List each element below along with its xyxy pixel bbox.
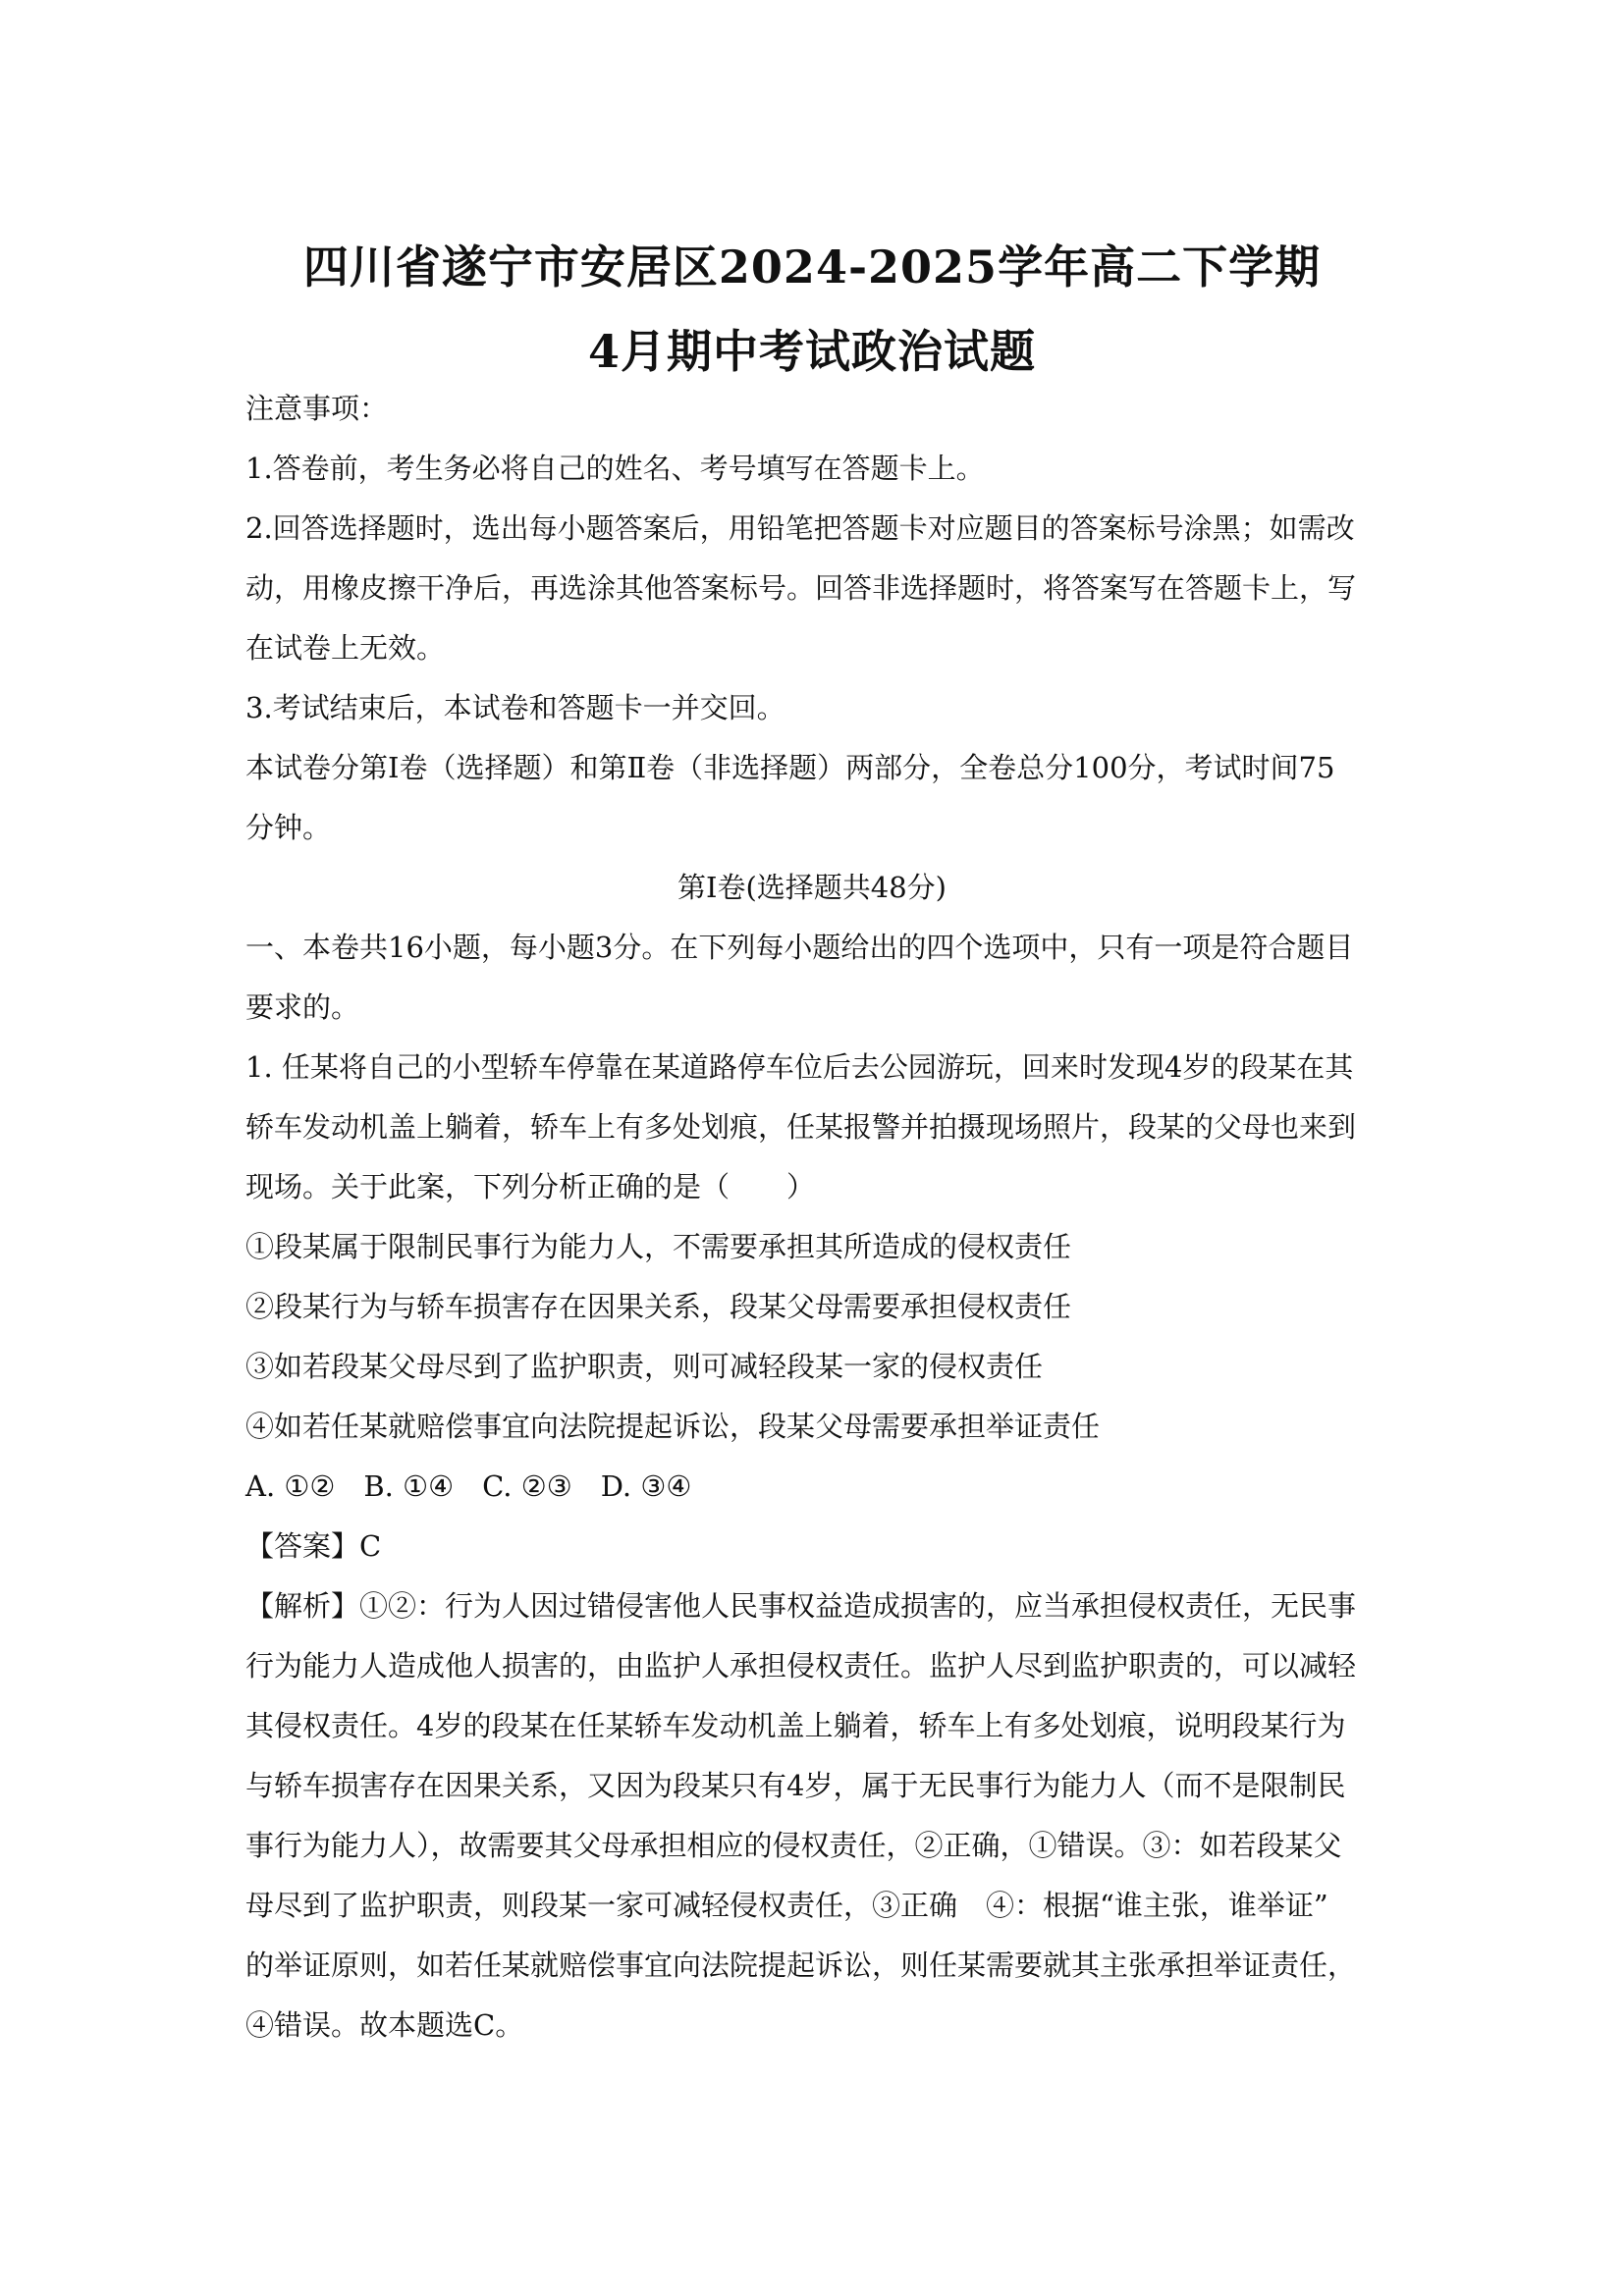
section-title: 第I卷(选择题共48分) [677,871,947,904]
explanation-line6: 母尽到了监护职责，则段某一家可减轻侵权责任，③正确 ④：根据“谁主张，谁举证” [245,1889,1328,1922]
document-title-line1: 四川省遂宁市安居区2024-2025学年高二下学期 [302,240,1322,294]
explanation-line1: 【解析】①②：行为人因过错侵害他人民事权益造成损害的，应当承担侵权责任，无民事 [245,1589,1357,1623]
exam-info-line2: 分钟。 [245,811,332,844]
question-answer: 【答案】C [245,1529,382,1563]
explanation-line7: 的举证原则，如若任某就赔偿事宜向法院提起诉讼，则任某需要就其主张承担举证责任， [245,1949,1357,1982]
question-choices: A. ①② B. ①④ C. ②③ D. ③④ [245,1469,692,1503]
explanation-line3: 其侵权责任。4岁的段某在任某轿车发动机盖上躺着，轿车上有多处划痕，说明段某行为 [245,1709,1346,1742]
explanation-line5: 事行为能力人），故需要其父母承担相应的侵权责任，②正确，①错误。③：如若段某父 [245,1829,1342,1862]
explanation-line4: 与轿车损害存在因果关系，又因为段某只有4岁，属于无民事行为能力人（而不是限制民 [245,1769,1346,1802]
document-title-line2: 4月期中考试政治试题 [587,325,1036,378]
explanation-line8: ④错误。故本题选C。 [245,2008,524,2042]
question-statement-4: ④如若任某就赔偿事宜向法院提起诉讼，段某父母需要承担举证责任 [245,1410,1101,1443]
notice-item-2-line1: 2.回答选择题时，选出每小题答案后，用铅笔把答题卡对应题目的答案标号涂黑；如需改 [245,511,1355,545]
question-statement-1: ①段某属于限制民事行为能力人，不需要承担其所造成的侵权责任 [245,1230,1072,1263]
notice-item-2-line3: 在试卷上无效。 [245,631,446,665]
question-stem-line2: 轿车发动机盖上躺着，轿车上有多处划痕，任某报警并拍摄现场照片，段某的父母也来到 [245,1110,1357,1144]
question-stem-line3: 现场。关于此案，下列分析正确的是（ ） [245,1170,816,1203]
exam-info-line1: 本试卷分第Ⅰ卷（选择题）和第Ⅱ卷（非选择题）两部分，全卷总分100分，考试时间75 [245,751,1335,784]
section-intro-line1: 一、本卷共16小题，每小题3分。在下列每小题给出的四个选项中，只有一项是符合题目 [245,931,1354,964]
question-statement-2: ②段某行为与轿车损害存在因果关系，段某父母需要承担侵权责任 [245,1290,1072,1323]
notice-heading: 注意事项： [245,392,389,425]
notice-item-2-line2: 动，用橡皮擦干净后，再选涂其他答案标号。回答非选择题时，将答案写在答题卡上，写 [245,571,1357,605]
question-statement-3: ③如若段某父母尽到了监护职责，则可减轻段某一家的侵权责任 [245,1350,1044,1383]
notice-item-1: 1.答卷前，考生务必将自己的姓名、考号填写在答题卡上。 [245,452,985,485]
notice-item-3: 3.考试结束后，本试卷和答题卡一并交回。 [245,691,785,724]
question-stem-line1: 1. 任某将自己的小型轿车停靠在某道路停车位后去公园游玩，回来时发现4岁的段某在其 [245,1050,1354,1084]
explanation-line2: 行为能力人造成他人损害的，由监护人承担侵权责任。监护人尽到监护职责的，可以减轻 [245,1649,1357,1682]
section-intro-line2: 要求的。 [245,990,360,1024]
